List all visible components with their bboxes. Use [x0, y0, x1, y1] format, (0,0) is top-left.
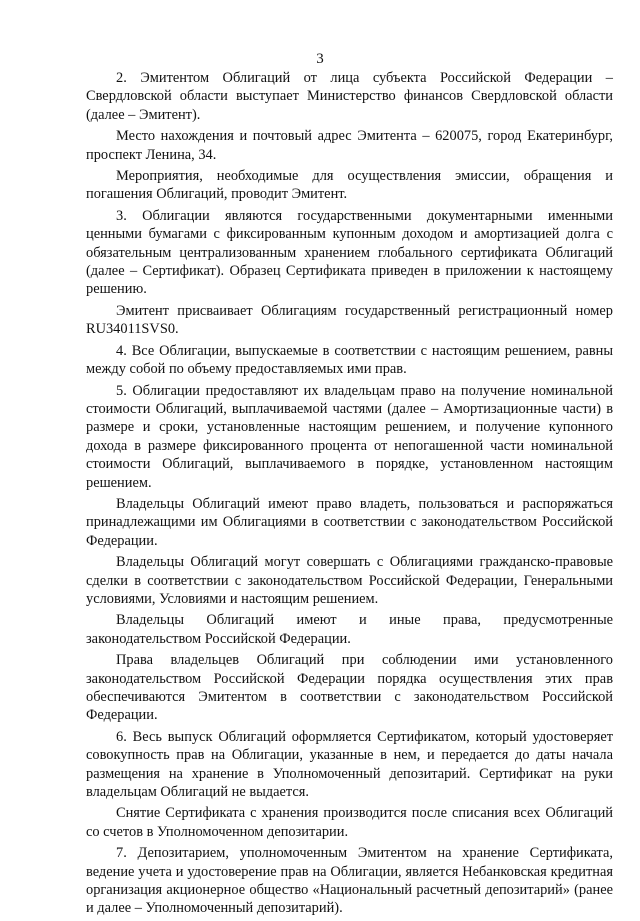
- document-body: [86, 69, 613, 921]
- paragraph-issuer: 2. Эмитентом Облигаций от лица субъекта Российской Федерации – Свердловской области выступает Министерство финансов Свердловской области (далее – Эмитент).: [86, 70, 613, 123]
- page-number: 3: [316, 51, 324, 67]
- paragraph-certificate: 6. Весь выпуск Облигаций оформляется Сертификатом, который удостоверяет совокупность прав на Облигации, указанные в нем, и передается до даты начала размещения на хранение в Уполномоченный депозитарий. Сертификат на руки владельцам Облигаций не выдается.: [86, 728, 613, 801]
- paragraph-certificate-removal: Снятие Сертификата с хранения производится после списания всех Облигаций со счетов в Уполномоченном депозитарии.: [86, 805, 613, 840]
- paragraph-registration-number: Эмитент присваивает Облигациям государственный регистрационный номер RU34011SVS0.: [86, 302, 613, 338]
- paragraph-holder-rights: 5. Облигации предоставляют их владельцам право на получение номинальной стоимости Облигаций, выплачиваемой частями (далее – Амортизационные части) в размере и сроки, установленные настоящим решением, и получение купонного дохода в размере фиксированного процента от непогашенной части номинальной стоимости Облигаций, выплачиваемого в порядке, установленном настоящим решением.: [86, 382, 613, 491]
- paragraph-depositary: 7. Депозитарием, уполномоченным Эмитентом на хранение Сертификата, ведение учета и удостоверение прав на Облигации, является Небанковская кредитная организация акционерное общество «Национальный расчетный депозитарий» (ранее и далее – Уполномоченный депозитарий).: [86, 845, 613, 917]
- paragraph-transactions: Владельцы Облигаций могут совершать с Облигациями гражданско-правовые сделки в соответствии с законодательством Российской Федерации, Генеральными условиями, Условиями и настоящим решением.: [86, 554, 613, 607]
- paragraph-ownership: Владельцы Облигаций имеют право владеть, пользоваться и распоряжаться принадлежащими им Облигациями в соответствии с законодательством Российской Федерации.: [86, 495, 613, 549]
- paragraph-other-rights: Владельцы Облигаций имеют и иные права, предусмотренные законодательством Российской Федерации.: [86, 612, 613, 647]
- paragraph-bond-type: 3. Облигации являются государственными документарными именными ценными бумагами с фиксированным купонным доходом и амортизацией долга с обязательным централизованным хранением глобального сертификата Облигаций (далее – Сертификат). Образец Сертификата приведен в приложении к настоящему решению.: [86, 207, 613, 298]
- paragraph-rights-provision: Права владельцев Облигаций при соблюдении ими установленного законодательством Российской Федерации порядка осуществления этих прав обеспечиваются Эмитентом в соответствии с законодательством Российской Федерации.: [86, 652, 613, 724]
- paragraph-equal-rights: 4. Все Облигации, выпускаемые в соответствии с настоящим решением, равны между собой по объему предоставляемых ими прав.: [86, 342, 613, 378]
- paragraph-issuer-activities: Мероприятия, необходимые для осуществления эмиссии, обращения и погашения Облигаций, проводит Эмитент.: [86, 168, 613, 203]
- paragraph-issuer-address: Место нахождения и почтовый адрес Эмитента – 620075, город Екатеринбург, проспект Ленина, 34.: [86, 128, 613, 163]
